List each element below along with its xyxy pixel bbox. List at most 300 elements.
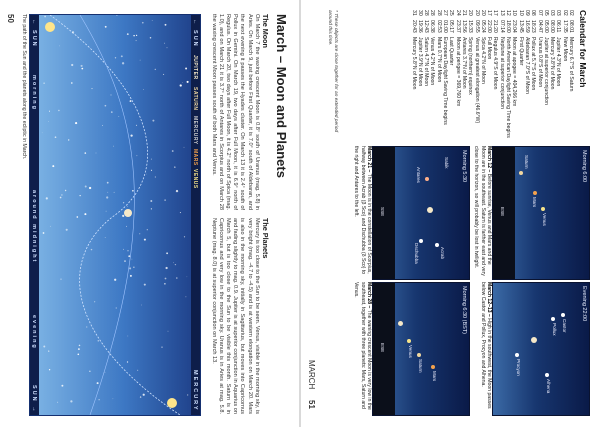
calendar-row xyxy=(473,10,479,138)
procyon-dot xyxy=(515,353,519,357)
calendar-day: 05 xyxy=(542,10,549,16)
pollux-dot xyxy=(551,317,555,321)
calendar-row xyxy=(429,10,435,138)
star-point xyxy=(58,110,59,111)
planet-label: Saturn xyxy=(418,359,423,373)
calendar-day: 20 xyxy=(467,10,474,16)
calendar-time: 16:59 xyxy=(523,20,530,33)
panel-time-label: Morning 5:30 xyxy=(461,150,467,183)
planet-label: Venus xyxy=(408,345,413,358)
band-morning: morning xyxy=(31,75,38,111)
star-point xyxy=(122,62,124,64)
star-point xyxy=(140,396,141,397)
venus-dot xyxy=(407,339,411,343)
mars-dot xyxy=(431,365,435,369)
star-point xyxy=(48,350,49,351)
key-jupiter: JUPITER xyxy=(192,55,199,80)
map-bottom-band xyxy=(30,15,39,415)
star-point xyxy=(43,346,45,348)
key-mercury: MERCURY xyxy=(192,116,199,145)
direction-label: ESE xyxy=(380,343,385,353)
calendar-time: 02:53 xyxy=(435,20,442,33)
star-point xyxy=(141,305,142,306)
star-point xyxy=(105,237,106,238)
star-point xyxy=(127,336,128,337)
calendar-row xyxy=(461,10,467,138)
star-point xyxy=(187,394,188,395)
calendar-event: Mercury 3.8°N of Moon xyxy=(549,37,556,90)
calendar-event: Aldebaran 7.0°S of Moon xyxy=(523,37,530,94)
calendar-time: 05:17 xyxy=(448,20,455,33)
caption-text: Before sunrise, Venus and Mars and the Moon are in the southeast. Saturn is farther east and very close to the horizon, so will probably be lost in twilight. xyxy=(473,146,492,276)
star-point xyxy=(130,100,132,102)
calendar-row xyxy=(511,10,517,138)
calendar-event: First Quarter xyxy=(517,37,524,66)
calendar-event: Full Moon xyxy=(486,37,493,60)
star-point xyxy=(49,369,50,370)
moon-section xyxy=(209,14,269,210)
calendar-time: 09:55 xyxy=(473,20,480,33)
calendar-time: 20:43 xyxy=(410,20,417,33)
calendar-table xyxy=(410,10,574,138)
star-point xyxy=(44,16,46,18)
calendar-day: 28 xyxy=(423,10,430,16)
star-field xyxy=(42,15,189,403)
star-point xyxy=(152,120,154,122)
left-page-content xyxy=(0,0,299,427)
map-top-band xyxy=(191,15,200,415)
calendar-note: * These objects are close together for an extended period around this time. xyxy=(327,10,338,133)
calendar-time: 22:00 xyxy=(486,20,493,33)
star-point xyxy=(133,267,134,268)
star-point xyxy=(116,307,117,308)
star-point xyxy=(111,111,113,113)
star-point xyxy=(43,83,44,84)
direction-label: SSE xyxy=(380,207,385,217)
star-point xyxy=(151,170,152,171)
star-point xyxy=(136,125,137,126)
calendar-time: 13:56 xyxy=(460,20,467,33)
star-point xyxy=(150,37,152,39)
star-point xyxy=(105,105,107,107)
star-point xyxy=(168,331,169,332)
caption-text: The Moon is in the constellation of Scorpius, halfway between Acrab (β Sco) and Dschubba (δ Sco) to the right and Antares to the left. xyxy=(353,146,372,275)
sky-panel-march-28-morning xyxy=(372,282,470,416)
calendar-event: Pollux at 5.7°S of Moon xyxy=(530,37,537,91)
star-point xyxy=(94,301,95,302)
key-saturn: SATURN xyxy=(192,87,199,111)
star-point xyxy=(161,346,162,347)
key-venus: VENUS xyxy=(192,169,199,189)
star-point xyxy=(114,279,116,281)
star-point xyxy=(84,213,86,215)
star-point xyxy=(140,60,141,61)
star-point xyxy=(99,399,100,400)
calendar-time: 08:01 xyxy=(568,20,574,33)
calendar-row xyxy=(442,10,448,138)
star-point xyxy=(105,26,107,28)
star-point xyxy=(85,152,87,154)
star-point xyxy=(98,340,100,342)
star-label: Antares xyxy=(416,167,421,183)
calendar-day: 12 xyxy=(505,10,512,16)
star-point xyxy=(107,192,108,193)
panel-time-label: Morning 6:30 (BST) xyxy=(461,286,467,334)
calendar-day: 20 xyxy=(479,10,486,16)
star-point xyxy=(70,400,72,402)
star-point xyxy=(127,206,128,207)
sun-disc-left xyxy=(45,22,55,32)
star-point xyxy=(110,94,111,95)
mars-dot xyxy=(533,191,537,195)
moon-dot xyxy=(398,321,403,326)
calendar-time: 18:00 xyxy=(505,20,512,33)
calendar-time: 18:23 xyxy=(530,20,537,33)
moon-heading: The Moon xyxy=(261,14,270,48)
star-point xyxy=(174,166,176,168)
calendar-row xyxy=(524,10,530,138)
star-point xyxy=(121,55,123,57)
star-point xyxy=(89,187,91,189)
calendar-day: 13 xyxy=(498,10,505,16)
calendar-title: Calendar for March xyxy=(578,10,588,88)
sky-panel-march-21-morning xyxy=(372,146,470,280)
star-point xyxy=(187,276,188,277)
sky-map-drawing xyxy=(30,15,200,415)
map-bottom-right-label: SUN → xyxy=(31,385,38,414)
star-point xyxy=(75,122,77,124)
star-point xyxy=(137,370,138,371)
panel-caption xyxy=(473,146,492,278)
calendar-row xyxy=(530,10,536,138)
calendar-event: Regulus 4.9°S of Moon xyxy=(492,37,499,90)
star-point xyxy=(165,267,167,269)
star-point xyxy=(139,233,140,234)
page-number-left: 50 xyxy=(6,14,15,23)
right-page xyxy=(301,0,600,427)
calendar-event: Jupiter 4.3°N of Moon xyxy=(555,37,562,87)
star-point xyxy=(91,249,92,250)
calendar-row xyxy=(555,10,561,138)
calendar-row xyxy=(561,10,567,138)
key-mars: MARS xyxy=(192,149,199,166)
calendar-day: 08 xyxy=(530,10,537,16)
star-point xyxy=(130,275,132,277)
star-point xyxy=(91,88,92,89)
star-point xyxy=(77,353,79,355)
star-point xyxy=(151,208,152,209)
star-point xyxy=(60,197,62,199)
calendar-time: 01:00 xyxy=(442,20,449,33)
calendar-event: Neptune at superior conjunction xyxy=(498,37,505,109)
calendar-row xyxy=(549,10,555,138)
star-point xyxy=(184,147,185,148)
star-point xyxy=(118,116,119,117)
star-point xyxy=(167,47,168,48)
dschubba-dot xyxy=(419,239,423,243)
star-point xyxy=(127,361,128,362)
star-point xyxy=(72,31,74,33)
star-point xyxy=(164,283,166,285)
planets-section xyxy=(209,218,269,414)
star-label: Alhena xyxy=(546,379,551,394)
panel-caption xyxy=(353,146,372,278)
band-around-midnight: around midnight xyxy=(31,190,38,264)
star-point xyxy=(128,255,130,257)
calendar-day: 10 xyxy=(517,10,524,16)
star-point xyxy=(123,249,124,250)
calendar-event: Last Quarter xyxy=(448,37,455,66)
page-number-right: 51 xyxy=(307,400,316,409)
calendar-event: North American Daylight Saving Time begins xyxy=(505,37,512,138)
star-point xyxy=(133,35,134,36)
calendar-row xyxy=(435,10,441,138)
star-point xyxy=(132,190,134,192)
calendar-row xyxy=(480,10,486,138)
map-top-left-label: ← SUN xyxy=(192,19,199,48)
moon-disc xyxy=(124,209,132,217)
star-point xyxy=(144,239,146,241)
castor-dot xyxy=(561,313,565,317)
acrab-dot xyxy=(435,243,439,247)
right-page-content xyxy=(301,0,600,427)
calendar-time: 07:14 xyxy=(498,20,505,33)
moon-text: On March 7 the waxing crescent Moon is 0.8° south of Uranus (mag. 5.8) in Aries. On March 9, just before First Quarter, it is 7.0° south of Aldebaran, and the next evening it passes the Hyades cluster. On March 13 it is 2.4° south of Pollux in Gemini. On March 19, two days after Full Moon, it is 6.9° north of Regulus. On March 20, two days after Full Moon, it is 4.2° north of Spica (mag. 1.0), and on March 21 it is 3.7° north of Antares in Scorpius and on March 28 the waxing crescent Moon passes south of both Mars and Venus. xyxy=(210,14,260,210)
star-point xyxy=(115,57,116,58)
calendar-event: Uranus 0.8°S of Moon xyxy=(536,37,543,88)
star-point xyxy=(106,196,108,198)
caption-date: March 12–13 – xyxy=(486,282,492,317)
star-point xyxy=(78,348,80,350)
chapter-title: March – Moon and Planets xyxy=(274,14,289,178)
calendar-event: Spica 4.2°N of Moon xyxy=(479,37,486,84)
direction-label: ESE xyxy=(500,207,505,217)
star-point xyxy=(60,279,61,280)
calendar-time: 04:47 xyxy=(536,20,543,33)
star-point xyxy=(81,68,83,70)
planet-label: Saturn xyxy=(524,155,529,169)
star-point xyxy=(173,262,174,263)
calendar-event: Venus at greatest elongation (46.6°W) xyxy=(473,37,480,124)
calendar-day: 25 xyxy=(448,10,455,16)
star-point xyxy=(144,284,146,286)
star-point xyxy=(76,216,78,218)
star-point xyxy=(105,372,106,373)
calendar-day: 20 xyxy=(473,10,480,16)
star-point xyxy=(65,190,66,191)
star-point xyxy=(182,82,183,83)
calendar-day: 02 xyxy=(561,10,568,16)
ecliptic-sky-map xyxy=(29,14,201,416)
star-label: Acrab xyxy=(440,247,445,260)
star-point xyxy=(52,165,54,167)
star-point xyxy=(129,267,131,269)
star-point xyxy=(185,68,187,70)
calendar-day: 07 xyxy=(536,10,543,16)
calendar-row xyxy=(423,10,429,138)
star-point xyxy=(150,200,152,202)
caption-text: The waning crescent Moon is very low in the southeast, together with three planets: Mars, Saturn and Venus. xyxy=(353,282,372,410)
star-point xyxy=(96,153,97,154)
calendar-event: Jupiter at superior conjunction xyxy=(542,37,549,105)
star-label: Pollux xyxy=(552,323,557,336)
calendar-day: 09 xyxy=(523,10,530,16)
calendar-time: 06:11 xyxy=(555,20,562,33)
calendar-row xyxy=(410,10,416,138)
calendar-day: 30 xyxy=(416,10,423,16)
antares-dot xyxy=(425,177,429,181)
moon-dot xyxy=(427,207,433,213)
left-page xyxy=(0,0,299,427)
calendar-event: Venus 4.2°N of Moon xyxy=(429,37,436,86)
calendar-time: 23:37 xyxy=(454,20,461,33)
star-point xyxy=(114,192,115,193)
calendar-day: 17 xyxy=(492,10,499,16)
star-point xyxy=(49,111,50,112)
star-point xyxy=(164,199,165,200)
star-point xyxy=(50,226,51,227)
star-point xyxy=(59,46,60,47)
calendar-row xyxy=(543,10,549,138)
calendar-day: 27 xyxy=(442,10,449,16)
star-point xyxy=(142,22,144,24)
calendar-day: 03 xyxy=(549,10,556,16)
calendar-event: Saturn 4.7°N of Moon xyxy=(423,37,430,87)
alhena-dot xyxy=(545,373,549,377)
panel-time-label: Morning 6:00 xyxy=(581,150,587,183)
saturn-dot xyxy=(519,171,523,175)
calendar-event: Spring (northern) equinox xyxy=(467,37,474,95)
calendar-event: Moon at apogee = 404,266 km xyxy=(511,37,518,107)
star-point xyxy=(143,394,145,396)
map-caption: The path of the Sun and the planets along the ecliptic in March. xyxy=(21,14,27,160)
calendar-event: Antares 3.7°N of Moon xyxy=(460,37,467,89)
star-point xyxy=(155,69,156,70)
star-point xyxy=(180,212,181,213)
calendar-day: 03 xyxy=(555,10,562,16)
star-point xyxy=(80,195,81,196)
calendar-time: 23:04 xyxy=(511,20,518,33)
calendar-event: Mercury 5.8°N of Moon xyxy=(410,37,417,90)
calendar-time: 13:45 xyxy=(517,20,524,33)
star-point xyxy=(155,176,156,177)
caption-date: March 21 – xyxy=(366,146,372,173)
star-point xyxy=(147,229,148,230)
star-point xyxy=(175,264,176,265)
star-point xyxy=(143,89,144,90)
star-label: Dschubba xyxy=(414,243,419,264)
star-point xyxy=(57,402,58,403)
star-point xyxy=(130,134,132,136)
calendar-day: 31 xyxy=(410,10,417,16)
calendar-row xyxy=(454,10,460,138)
calendar-event: New Moon xyxy=(561,37,568,62)
star-point xyxy=(164,43,165,44)
star-point xyxy=(146,174,147,175)
star-point xyxy=(122,215,124,217)
star-point xyxy=(81,65,83,67)
sky-panel-march-12-morning xyxy=(492,146,590,280)
planet-label: Mars xyxy=(432,371,437,382)
band-evening: evening xyxy=(31,315,38,350)
star-point xyxy=(172,150,174,152)
calendar-row xyxy=(505,10,511,138)
calendar-event: Moon at perigee = 369,760 km xyxy=(454,37,461,107)
star-point xyxy=(43,232,45,234)
star-label: Procyon xyxy=(516,359,521,376)
star-point xyxy=(107,182,109,184)
planet-label: Mars xyxy=(532,197,537,208)
star-point xyxy=(185,296,186,297)
star-point xyxy=(89,371,90,372)
calendar-row xyxy=(568,10,574,138)
star-point xyxy=(61,194,62,195)
star-point xyxy=(68,139,69,140)
planet-label: Venus xyxy=(542,213,547,226)
star-point xyxy=(71,82,73,84)
calendar-day: 10 xyxy=(511,10,518,16)
planets-text: Mercury is too close to the Sun to be seen. Venus, visible in the morning sky, is very bright (mag. -4.7 to -4.5) and is at western elongation on March 20. Mars is also in the morning sky, initially in Sagittarius, but moves into Capricornus and fading slightly to mag. 0.9. Jupiter is at superior conjunction in Aquarius on March 5, but is too close to the Sun to be visible this month. Saturn is in Capricornus and very low in the morning sky. Uranus is in Aries at mag. 5.8. Neptune (mag. 8.0) is at superior conjunction on March 13. xyxy=(210,218,260,414)
calendar-day: 28 xyxy=(435,10,442,16)
star-point xyxy=(187,81,189,83)
star-point xyxy=(97,382,99,384)
calendar-time: 08:00 xyxy=(549,20,556,33)
star-point xyxy=(180,84,182,86)
calendar-day: 21 xyxy=(460,10,467,16)
calendar-row xyxy=(492,10,498,138)
star-point xyxy=(113,398,114,399)
calendar-time: 19:36 xyxy=(416,20,423,33)
star-point xyxy=(85,186,87,188)
calendar-day: 24 xyxy=(454,10,461,16)
panel-caption xyxy=(353,282,372,414)
saturn-dot xyxy=(417,353,421,357)
calendar-row xyxy=(536,10,542,138)
running-head: MARCH xyxy=(307,360,316,390)
star-point xyxy=(152,20,153,21)
star-point xyxy=(127,250,128,251)
star-point xyxy=(71,64,73,66)
calendar-time: 12:43 xyxy=(423,20,430,33)
star-point xyxy=(124,260,125,261)
star-point xyxy=(137,155,138,156)
star-point xyxy=(165,278,167,280)
star-point xyxy=(102,125,103,126)
calendar-day: 28 xyxy=(429,10,436,16)
sun-disc-right xyxy=(167,398,177,408)
calendar-time: 17:35 xyxy=(561,20,568,33)
calendar-time: 06:38 xyxy=(429,20,436,33)
planets-heading: The Planets xyxy=(261,218,270,259)
star-point xyxy=(176,277,178,279)
calendar-event: Mars 0.7°N of Moon xyxy=(435,37,442,83)
star-label: Castor xyxy=(562,319,567,333)
star-point xyxy=(86,327,87,328)
star-point xyxy=(55,136,57,138)
ecliptic-line xyxy=(50,15,180,415)
calendar-row xyxy=(517,10,523,138)
moon-dot xyxy=(531,337,537,343)
caption-date: March 28 – xyxy=(366,282,372,309)
map-bottom-left-label: ← SUN xyxy=(31,19,38,48)
calendar-event: Mercury 6.7°S of Saturn xyxy=(568,37,574,92)
star-point xyxy=(116,15,117,16)
star-point xyxy=(79,345,81,347)
star-point xyxy=(66,229,68,231)
caption-text: High in the southwest, the Moon passes below Castor and Pollux, Procyon and Alhena. xyxy=(479,282,492,409)
star-point xyxy=(46,197,48,199)
caption-date: March 12 – xyxy=(486,146,492,173)
